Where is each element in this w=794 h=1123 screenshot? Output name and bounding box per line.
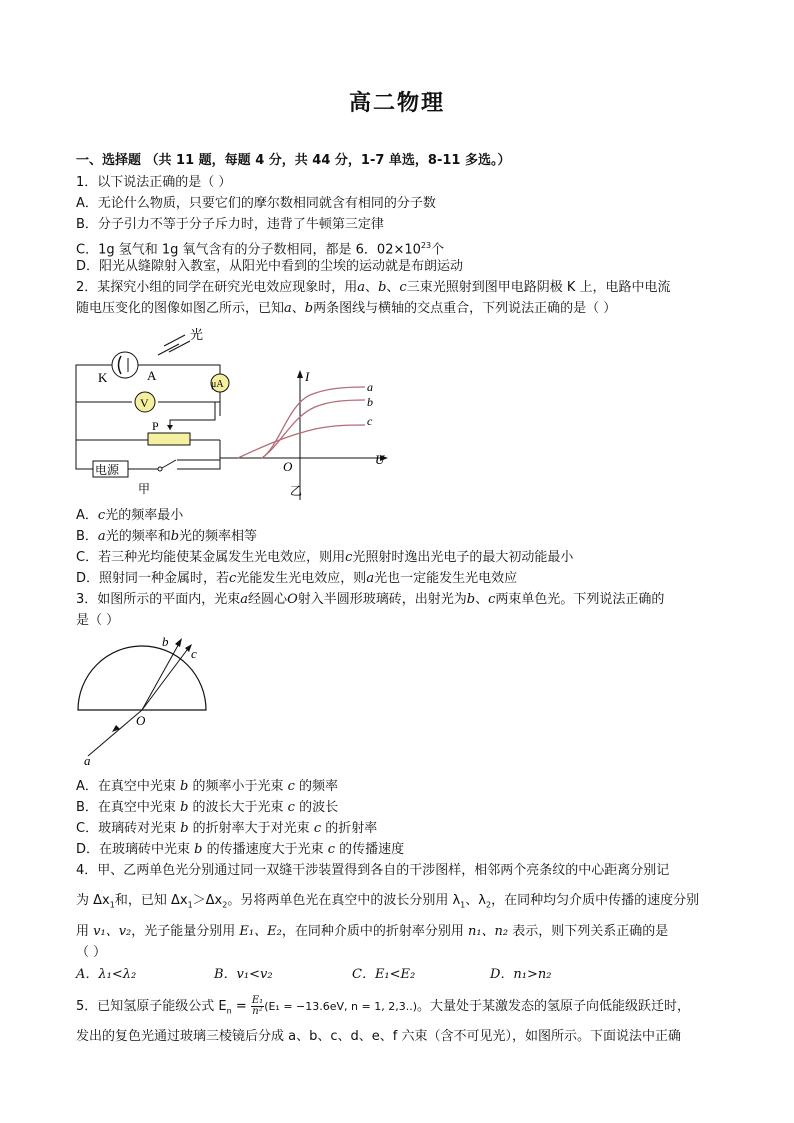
q1-option-b: B．分子引力不等于分子斥力时，违背了牛顿第三定律 (76, 217, 384, 232)
subscript: n (226, 1006, 232, 1016)
var-c: c (229, 571, 237, 586)
iu-graph-yi (220, 365, 395, 500)
rheostat (148, 433, 190, 445)
q1-option-a: A．无论什么物质，只要它们的摩尔数相同就含有相同的分子数 (76, 196, 436, 211)
q1-option-d: D．阳光从缝隙射入教室，从阳光中看到的尘埃的运动就是布朗运动 (76, 259, 464, 274)
u-axis-label: U (375, 452, 385, 467)
q3-stem-text: 经圆心 (248, 592, 288, 607)
q2-stem-line2 (76, 300, 616, 318)
var-b: b (170, 529, 180, 544)
q4-option-c: C．E₁<E₂ (352, 967, 416, 982)
opt-text: 的传播速度大于光束 (202, 842, 328, 857)
opt-text: D．照射同一种金属时，若 (76, 571, 230, 586)
semicircle-refraction-diagram (70, 632, 220, 772)
var-a: a (357, 280, 366, 295)
light-rays (158, 335, 190, 355)
opt-text: 光的频率最小 (105, 508, 184, 523)
ray-a-label: a (84, 753, 91, 768)
page-title: 高二物理 (348, 91, 445, 116)
q2-option-a (76, 507, 183, 525)
curve-c (238, 425, 365, 458)
ray-c (142, 646, 190, 710)
figure-label-yi: 乙 (290, 484, 303, 498)
q1-option-c-exponent: 23 (420, 241, 432, 250)
q5-text: = (231, 999, 251, 1014)
q4-text: 、λ (465, 893, 486, 908)
var-a: a (97, 529, 106, 544)
q4-stem-line1: 4．甲、乙两单色光分别通过同一双缝干涉装置得到各自的干涉图样，相邻两个亮条纹的中心距离分别记 (76, 863, 670, 878)
q2-stem-text: 三束光照射到图甲电路阴极 K 上，电路中电流 (406, 280, 671, 295)
sep: 、 (365, 280, 379, 295)
circuit-diagram-jia (70, 322, 230, 500)
q2-stem-text: 随电压变化的图像如图乙所示，已知 (76, 301, 285, 316)
cathode-label: K (98, 370, 108, 385)
opt-text: C．若三种光均能使某金属发生光电效应，则用 (76, 550, 346, 565)
subscript: 2 (222, 900, 228, 910)
curve-c-label: c (367, 414, 373, 428)
opt-text: 的折射率 (321, 821, 378, 836)
incident-ray-a (88, 710, 142, 756)
subscript: 1 (109, 900, 115, 910)
q3-stem-text: 射入半圆形玻璃砖，出射光为 (297, 592, 467, 607)
q4-text: ，在同种介质中的折射率分别用 (281, 924, 468, 939)
var-a: a (240, 592, 249, 607)
voltmeter-label: V (140, 396, 149, 410)
q5-formula-params: (E₁ = −13.6eV, n = 1, 2,3..) (264, 1000, 417, 1013)
ray-c-label: c (191, 646, 197, 661)
sep: 、 (291, 301, 305, 316)
var-c: c (97, 508, 106, 523)
var-a: a (284, 301, 292, 316)
q4-text: ＞Δx (192, 893, 223, 908)
var-b: b (180, 779, 189, 794)
phototube (112, 352, 138, 378)
opt-text: 光也一定能发生光电效应 (374, 571, 518, 586)
ray-b-label: b (162, 634, 169, 649)
semicircle-glass (78, 646, 206, 710)
center-o-label: O (136, 713, 146, 728)
q1-option-c-text: C．1g 氢气和 1g 氧气含有的分子数相同，都是 6．02×10 (76, 242, 421, 258)
q4-text: 和，已知 Δx (114, 893, 188, 908)
var-b: b (180, 821, 189, 836)
opt-text: 的波长 (294, 800, 339, 815)
sep: 、 (386, 280, 400, 295)
q1-stem: 1．以下说法正确的是（ ） (76, 175, 232, 190)
i-axis-label: I (305, 369, 310, 384)
q4-text: 用 (76, 924, 94, 939)
opt-text: 的波长大于光束 (188, 800, 288, 815)
curve-a-label: a (367, 380, 373, 394)
q2-stem-line1 (76, 279, 670, 297)
var-c: c (488, 592, 496, 607)
var-b: b (194, 842, 203, 857)
q4-stem-line4: （ ） (76, 945, 107, 960)
slider-arrow (167, 425, 173, 430)
opt-text: 的传播速度 (335, 842, 405, 857)
var-c: c (313, 821, 322, 836)
var-c: c (399, 280, 407, 295)
microammeter-label: μA (211, 379, 224, 390)
q5-text: 5．已知氢原子能级公式 E (76, 999, 227, 1014)
opt-text: 光的频率和 (105, 529, 171, 544)
opt-text: B． (76, 529, 98, 544)
q3-option-c (76, 820, 377, 838)
q2-stem-text: 两条图线与横轴的交点重合，下列说法正确的是（ ） (313, 301, 617, 316)
q5-text: 。大量处于某激发态的氢原子向低能级跃迁时， (417, 999, 691, 1014)
q3-option-d (76, 841, 404, 859)
var-b: b (180, 800, 189, 815)
origin-label: O (283, 459, 293, 474)
q2-option-d (76, 570, 517, 588)
subscript: 1 (460, 900, 466, 910)
var-c: c (287, 800, 295, 815)
anode-label: A (147, 368, 157, 383)
q5-stem-line1 (76, 996, 690, 1021)
curve-a (262, 387, 365, 458)
q2-stem-text: 2．某探究小组的同学在研究光电效应现象时，用 (76, 280, 358, 295)
light-label: 光 (190, 327, 204, 342)
subscript: 1 (187, 900, 193, 910)
q5-stem-line2: 发出的复色光通过玻璃三棱镜后分成 a、b、c、d、e、f 六束（含不可见光），如图所示。下面说法中正确 (76, 1029, 681, 1044)
q4-option-a: A．λ₁<λ₂ (76, 967, 137, 982)
q4-text: 表示，则下列关系正确的是 (508, 924, 669, 939)
opt-text: A． (76, 508, 98, 523)
q4-text: 。另将两单色光在真空中的波长分别用 λ (227, 893, 461, 908)
opt-text: D．在玻璃砖中光束 (76, 842, 195, 857)
opt-text: 光的频率相等 (179, 529, 258, 544)
q3-stem-line2: 是（ ） (76, 613, 120, 628)
slider-label: P (152, 419, 159, 433)
opt-text: 的频率小于光束 (188, 779, 288, 794)
q3-stem-text: 3．如图所示的平面内，光束 (76, 592, 241, 607)
power-source-label: 电源 (95, 463, 120, 477)
var-v: v₁、v₂ (93, 924, 132, 939)
q3-stem-text: 两束单色光。下列说法正确的 (495, 592, 665, 607)
var-c: c (345, 550, 353, 565)
subscript: 2 (485, 900, 492, 910)
fraction-numerator: E₁ (251, 995, 264, 1006)
q4-text: ，光子能量分别用 (131, 924, 240, 939)
opt-text: 光照射时逸出光电子的最大初动能最小 (352, 550, 574, 565)
q4-option-d: D．n₁>n₂ (490, 967, 552, 982)
q2-option-b (76, 528, 257, 546)
opt-text: 的折射率大于对光束 (188, 821, 314, 836)
opt-text: B．在真空中光束 (76, 800, 181, 815)
q3-option-b (76, 799, 338, 817)
section-heading: 一、选择题 （共 11 题，每题 4 分，共 44 分，1-7 单选，8-11 多选。） (76, 153, 511, 168)
opt-text: 光能发生光电效应，则 (236, 571, 367, 586)
fraction-denominator: n² (252, 1006, 263, 1017)
var-a: a (366, 571, 375, 586)
q2-option-c (76, 549, 573, 567)
q3-stem-line1 (76, 591, 664, 609)
cathode-k (119, 356, 122, 374)
opt-text: 的频率 (294, 779, 339, 794)
var-n: n₁、n₂ (467, 924, 509, 939)
q4-text: ，在同种均匀介质中传播的速度分别 (491, 893, 700, 908)
figure-label-jia: 甲 (138, 482, 151, 496)
opt-text: A．在真空中光束 (76, 779, 181, 794)
curve-b-label: b (367, 395, 373, 409)
q4-stem-line3 (76, 923, 668, 941)
var-b: b (304, 301, 314, 316)
var-c: c (327, 842, 336, 857)
q1-option-c (76, 237, 444, 259)
q1-option-c-unit: 个 (431, 242, 445, 258)
sep: 、 (475, 592, 489, 607)
var-e: E₁、E₂ (239, 924, 282, 939)
var-b: b (378, 280, 387, 295)
q4-text: 为 Δx (76, 893, 110, 908)
var-o: O (287, 592, 298, 607)
var-b: b (466, 592, 476, 607)
opt-text: C．玻璃砖对光束 (76, 821, 181, 836)
q3-option-a (76, 778, 338, 796)
ray-b (142, 640, 181, 710)
energy-fraction (251, 996, 264, 1017)
q4-stem-line2 (76, 892, 699, 915)
q4-option-b: B．v₁<v₂ (214, 967, 273, 982)
var-c: c (287, 779, 295, 794)
switch (162, 460, 176, 468)
